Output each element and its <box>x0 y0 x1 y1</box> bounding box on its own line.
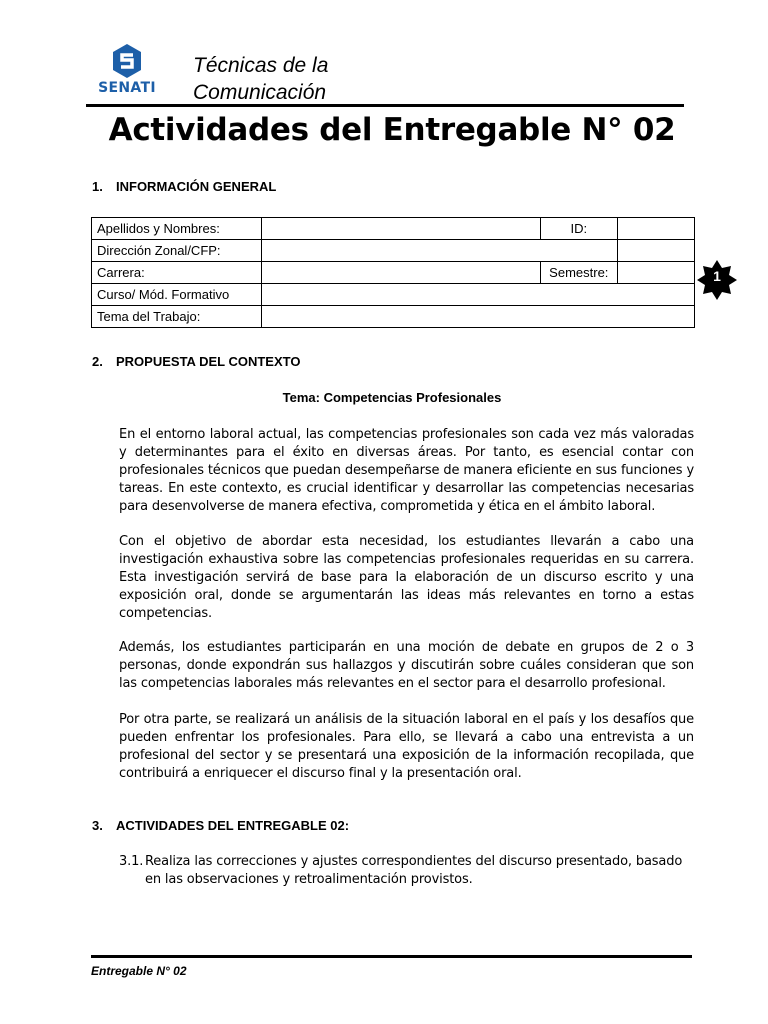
section-2-number: 2. <box>92 354 103 369</box>
table-row <box>92 218 695 240</box>
section-1-title: INFORMACIÓN GENERAL <box>116 179 277 194</box>
senati-logo <box>96 42 158 102</box>
field-direccion-extra[interactable] <box>617 240 694 262</box>
course-title-line2: Comunicación <box>193 81 327 104</box>
section-1-heading <box>92 179 276 194</box>
field-id[interactable] <box>617 218 694 240</box>
list-item-number: 3.1. <box>119 854 144 869</box>
section-3-title: ACTIVIDADES DEL ENTREGABLE 02: <box>116 818 350 833</box>
paragraph-3: Además, los estudiantes participarán en una moción de debate en grupos de 2 o 3 personas, donde expondrán sus hallazgos y discutirán sobre cuáles consideran que son las competencias laborales más relevantes en el sector para el desarrollo profesional. <box>119 640 694 691</box>
paragraph-4: Por otra parte, se realizará un análisis de la situación laboral en el país y los desafíos que pueden enfrentar los profesionales. Para ello, se llevará a cabo una entrevista a un profesional del sector y se presentará una exposición de la información recopilada, que contribuirá a enriquecer el discurso final y la presentación oral. <box>119 712 694 781</box>
header-divider <box>86 104 684 107</box>
footer-divider <box>91 955 692 958</box>
label-direccion: Dirección Zonal/CFP: <box>92 240 262 262</box>
logo-text: SENATI <box>98 80 156 96</box>
list-item <box>119 853 695 889</box>
label-tema: Tema del Trabajo: <box>92 306 262 328</box>
label-carrera: Carrera: <box>92 262 262 284</box>
senati-s-icon <box>96 42 158 82</box>
table-row <box>92 262 695 284</box>
paragraph-1: En el entorno laboral actual, las competencias profesionales son cada vez más valoradas y determinantes para el éxito en diversas áreas. Por tanto, es esencial contar con profesionales técnicos que puedan desempeñarse de manera eficiente en sus funciones y tareas. En este contexto, es crucial identificar y desarrollar las competencias necesarias para desenvolverse de manera efectiva, comprometida y ética en el ámbito laboral. <box>119 427 694 514</box>
list-item-text: Realiza las correcciones y ajustes correspondientes del discurso presentado, basado en las observaciones y retroalimentación provistos. <box>145 854 683 887</box>
table-row <box>92 284 695 306</box>
label-semestre: Semestre: <box>540 262 617 284</box>
label-curso: Curso/ Mód. Formativo <box>92 284 262 306</box>
label-id: ID: <box>540 218 617 240</box>
field-carrera[interactable] <box>262 262 540 284</box>
section-2-heading <box>92 354 300 369</box>
section-1-number: 1. <box>92 179 103 194</box>
field-apellidos[interactable] <box>262 218 540 240</box>
field-semestre[interactable] <box>617 262 694 284</box>
general-info-table <box>91 217 695 328</box>
step-badge <box>695 258 739 302</box>
step-badge-number: 1 <box>713 268 721 284</box>
footer-text: Entregable N° 02 <box>91 964 187 978</box>
paragraph-2: Con el objetivo de abordar esta necesidad, los estudiantes llevarán a cabo una investigación exhaustiva sobre las competencias profesionales requeridas en su carrera. Esta investigación servirá de base para la elaboración de un discurso escrito y una exposición oral, donde se argumentarán las ideas más relevantes en torno a estas competencias. <box>119 534 694 621</box>
label-apellidos: Apellidos y Nombres: <box>92 218 262 240</box>
course-title-line1: Técnicas de la <box>193 54 329 77</box>
table-row <box>92 306 695 328</box>
tema-heading: Tema: Competencias Profesionales <box>282 390 502 405</box>
field-tema[interactable] <box>262 306 695 328</box>
section-2-title: PROPUESTA DEL CONTEXTO <box>116 354 301 369</box>
page-title: Actividades del Entregable N° 02 <box>108 112 676 148</box>
course-title <box>193 52 453 106</box>
field-curso[interactable] <box>262 284 695 306</box>
field-direccion[interactable] <box>262 240 618 262</box>
section-3-heading <box>92 818 349 833</box>
table-row <box>92 240 695 262</box>
section-3-number: 3. <box>92 818 103 833</box>
